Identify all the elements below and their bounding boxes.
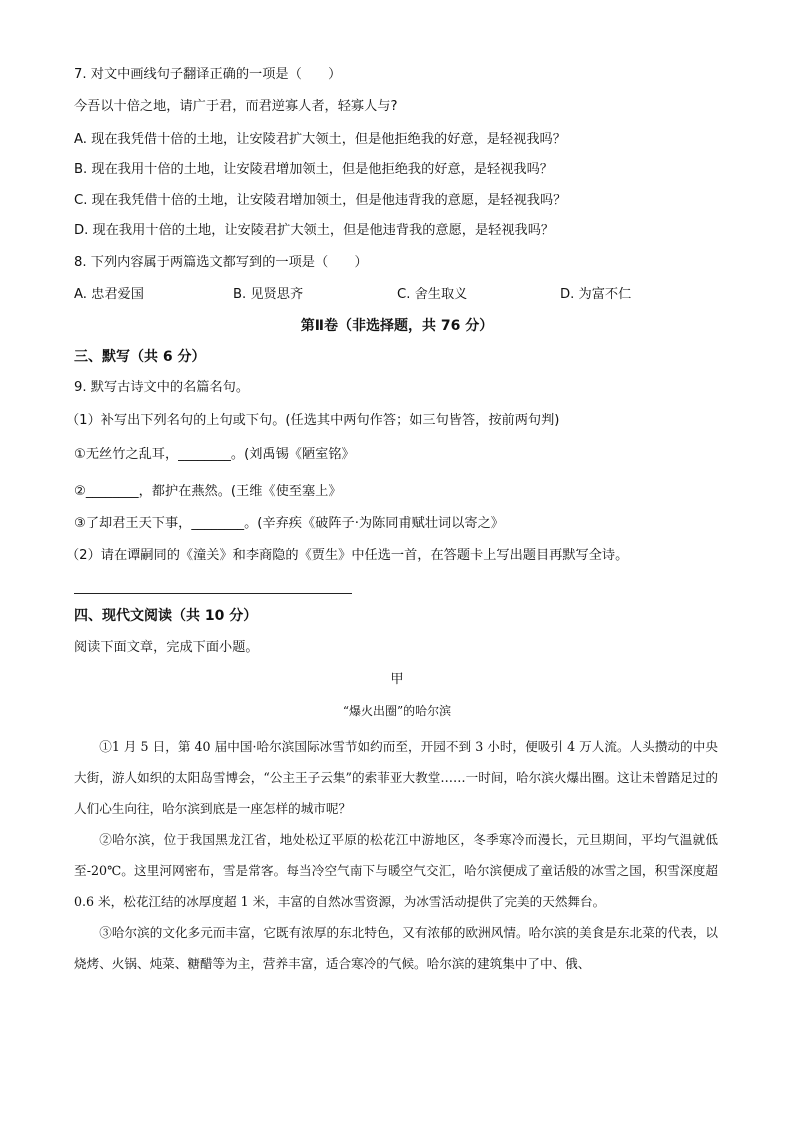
q9-stem: 9. 默写古诗文中的名篇名句。 — [74, 380, 250, 395]
section4-title: 四、现代文阅读（共 10 分） — [74, 608, 258, 624]
article-body — [74, 731, 718, 979]
q9-item1: ①无丝竹之乱耳，________。(刘禹锡《陋室铭》 — [74, 447, 355, 462]
q8-option-b: B. 见贤思齐 — [233, 287, 304, 302]
part2-title: 第Ⅱ卷（非选择题，共 76 分） — [300, 318, 494, 334]
section3-title: 三、默写（共 6 分） — [74, 349, 206, 365]
q9-item3: ③了却君王天下事，________。(辛弃疾《破阵子·为陈同甫赋壮词以寄之》 — [74, 516, 504, 531]
article-title: “爆火出圈”的哈尔滨 — [342, 704, 452, 718]
q9-item2: ②________，都护在燕然。(王维《使至塞上》 — [74, 484, 342, 499]
article-paragraph-1: ①1 月 5 日，第 40 届中国·哈尔滨国际冰雪节如约而至，开园不到 3 小时，便吸引 4 万人流。人头攒动的中央大街，游人如织的太阳岛雪博会，“公主王子云集”的索菲亚大教堂……一时间，哈尔滨火爆出圈。这让未曾踏足过的人们心生向往，哈尔滨到底是一座怎样的城市呢？ — [74, 739, 718, 816]
q7-sentence: 今吾以十倍之地，请广于君，而君逆寡人者，轻寡人与? — [74, 99, 398, 114]
article-paragraph-3: ③哈尔滨的文化多元而丰富，它既有浓厚的东北特色，又有浓郁的欧洲风情。哈尔滨的美食是东北菜的代表，以烧烤、火锅、炖菜、糖醋等为主，营养丰富，适合寒冷的气候。哈尔滨的建筑集中了中、俄、 — [74, 925, 718, 971]
answer-line — [74, 593, 352, 594]
q7-option-d: D. 现在我用十倍的土地，让安陵君扩大领土，但是他违背我的意愿，是轻视我吗？ — [74, 223, 555, 238]
q7-option-b: B. 现在我用十倍的土地，让安陵君增加领土，但是他拒绝我的好意，是轻视我吗？ — [74, 162, 553, 177]
q7-option-c: C. 现在我凭借十倍的土地，让安陵君增加领土，但是他违背我的意愿，是轻视我吗？ — [74, 193, 567, 208]
q9-sub2: （2）请在谭嗣同的《潼关》和李商隐的《贾生》中任选一首，在答题卡上写出题目再默写全诗。 — [66, 548, 629, 563]
q7-option-a: A. 现在我凭借十倍的土地，让安陵君扩大领土，但是他拒绝我的好意，是轻视我吗？ — [74, 132, 566, 147]
q8-option-a: A. 忠君爱国 — [74, 287, 144, 302]
article-paragraph-2: ②哈尔滨，位于我国黑龙江省，地处松辽平原的松花江中游地区，冬季寒冷而漫长，元旦期间，平均气温就低至-20℃。这里河网密布，雪是常客。每当冷空气南下与暖空气交汇，哈尔滨便成了童话般的冰雪之国，积雪深度超 0.6 米，松花江结的冰厚度超 1 米，丰富的自然冰雪资源，为冰雪活动提供了完美的天然舞台。 — [74, 832, 718, 909]
q7-stem: 7. 对文中画线句子翻译正确的一项是（ ） — [74, 67, 342, 82]
passage-label: 甲 — [390, 672, 404, 687]
q8-stem: 8. 下列内容属于两篇选文都写到的一项是（ ） — [74, 255, 368, 270]
q8-option-c: C. 舍生取义 — [397, 287, 468, 302]
q9-sub1: （1）补写出下列名句的上句或下句。(任选其中两句作答；如三句皆答，按前两句判) — [66, 413, 560, 428]
q8-option-d: D. 为富不仁 — [560, 287, 632, 302]
reading-intro: 阅读下面文章，完成下面小题。 — [74, 640, 259, 655]
